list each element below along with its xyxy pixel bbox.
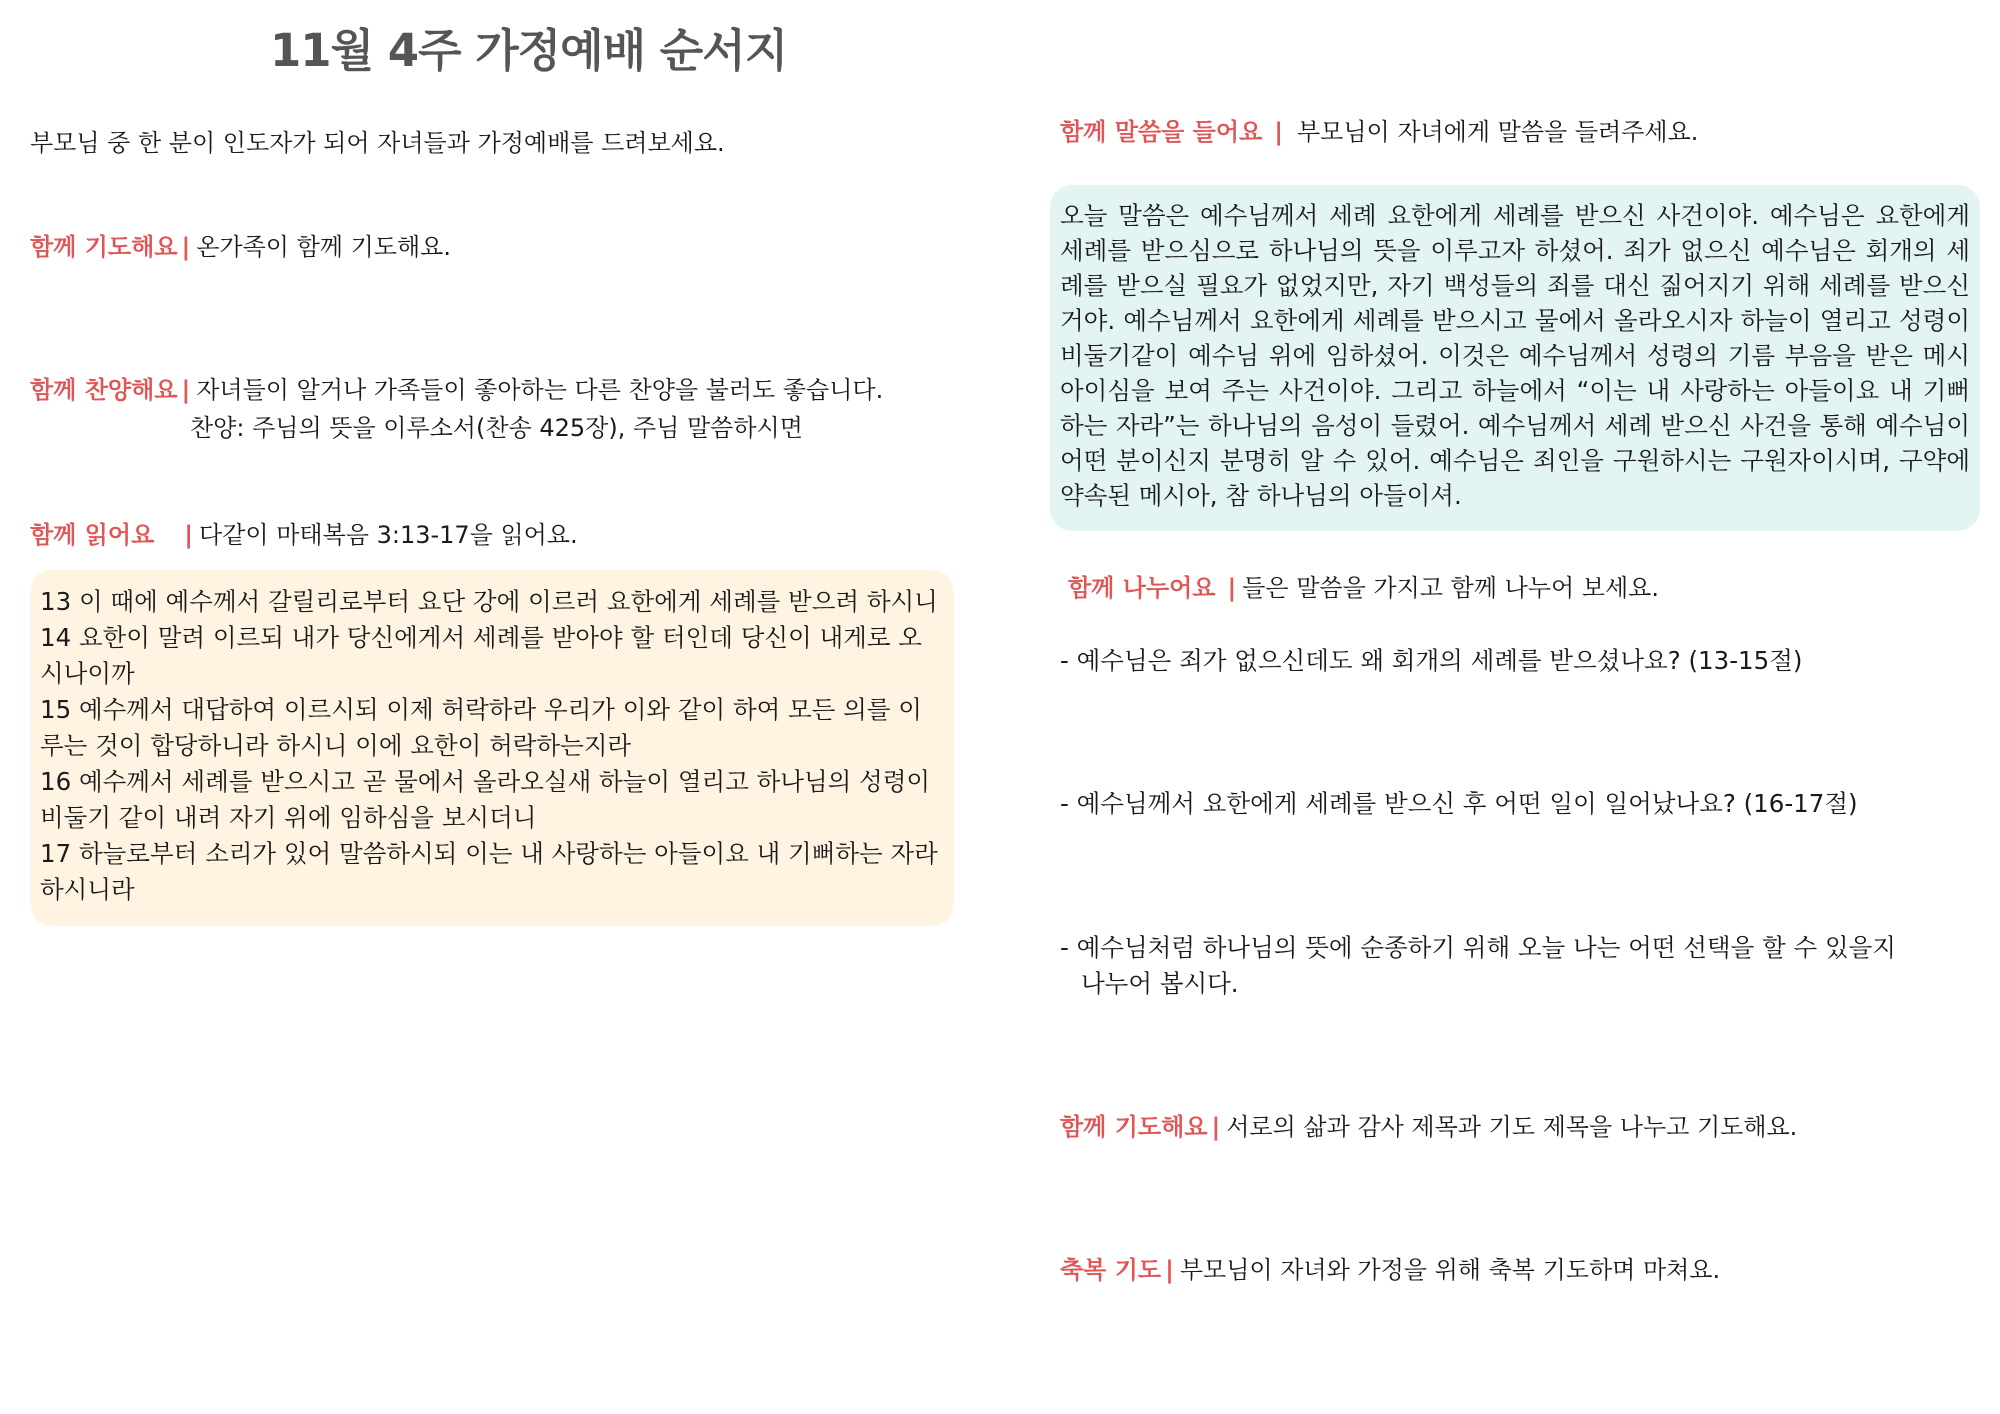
- section-pray-together-2: [1060, 1109, 1797, 1145]
- section-text: 들은 말씀을 가지고 함께 나누어 보세요.: [1242, 574, 1659, 602]
- scripture-verse: 17 하늘로부터 소리가 있어 말씀하시되 이는 내 사랑하는 아들이요 내 기뻐하는 자라 하시니라: [40, 839, 938, 904]
- section-pray-together: [30, 229, 451, 265]
- separator: |: [181, 376, 191, 404]
- discussion-question: - 예수님은 죄가 없으신데도 왜 회개의 세례를 받으셨나요? (13-15절): [1060, 646, 1803, 675]
- section-listen-together: [1060, 114, 1698, 150]
- section-praise-together: [30, 372, 883, 408]
- intro-text: 부모님 중 한 분이 인도자가 되어 자녀들과 가정예배를 드려보세요.: [30, 129, 725, 157]
- sermon-box: [1050, 185, 1980, 531]
- section-text: 부모님이 자녀에게 말씀을 들려주세요.: [1296, 118, 1699, 146]
- discussion-question-continued: 나누어 봅시다.: [1081, 969, 1239, 998]
- scripture-verse: 16 예수께서 세례를 받으시고 곧 물에서 올라오실새 하늘이 열리고 하나님의 성령이 비둘기 같이 내려 자기 위에 임하심을 보시더니: [40, 767, 931, 832]
- scripture-verse: 14 요한이 말려 이르되 내가 당신에게서 세례를 받아야 할 터인데 당신이 내게로 오시나이까: [40, 623, 922, 688]
- section-heading: 함께 기도해요: [1060, 1113, 1208, 1141]
- section-heading: 함께 말씀을 들어요: [1060, 118, 1263, 146]
- section-share-together: [1068, 570, 1659, 606]
- sermon-text: 오늘 말씀은 예수님께서 세례 요한에게 세례를 받으신 사건이야. 예수님은 요한에게 세례를 받으심으로 하나님의 뜻을 이루고자 하셨어. 죄가 없으신 예수님은 회개의 세례를 받으실 필요가 없었지만, 자기 백성들의 죄를 대신 짊어지기 위해 세례를 받으신 거야. 예수님께서 요한에게 세례를 받으시고 물에서 올라오시자 하늘이 열리고 성령이 비둘기같이 예수님 위에 임하셨어. 이것은 예수님께서 성령의 기름 부음을 받은 메시아이심을 보여 주는 사건이야. 그리고 하늘에서 “이는 내 사랑하는 아들이요 내 기뻐하는 자라”는 하나님의 음성이 들렸어. 예수님께서 세례 받으신 사건을 통해 예수님이 어떤 분이신지 분명히 알 수 있어. 예수님은 죄인을 구원하시는 구원자이시며, 구약에 약속된 메시아, 참 하나님의 아들이셔.: [1060, 201, 1970, 510]
- separator: |: [184, 521, 194, 549]
- page-title: 11월 4주 가정예배 순서지: [270, 24, 788, 77]
- separator: |: [181, 233, 191, 261]
- section-text: 부모님이 자녀와 가정을 위해 축복 기도하며 마쳐요.: [1179, 1256, 1721, 1284]
- separator: |: [1165, 1256, 1174, 1284]
- section-text: 온가족이 함께 기도해요.: [196, 233, 451, 261]
- section-heading: 함께 나누어요: [1068, 574, 1216, 602]
- separator: |: [1274, 118, 1283, 146]
- discussion-question: - 예수님께서 요한에게 세례를 받으신 후 어떤 일이 일어났나요? (16-17절): [1060, 789, 1858, 818]
- separator: |: [1227, 574, 1237, 602]
- section-blessing-prayer: [1060, 1252, 1720, 1288]
- section-heading: 축복 기도: [1060, 1256, 1162, 1284]
- scripture-verse: 13 이 때에 예수께서 갈릴리로부터 요단 강에 이르러 요한에게 세례를 받으려 하시니: [40, 587, 938, 616]
- section-heading: 함께 읽어요: [30, 521, 155, 549]
- discussion-question: - 예수님처럼 하나님의 뜻에 순종하기 위해 오늘 나는 어떤 선택을 할 수 있을지: [1060, 933, 1896, 962]
- praise-songs: 찬양: 주님의 뜻을 이루소서(찬송 425장), 주님 말씀하시면: [190, 414, 803, 442]
- section-text: 자녀들이 알거나 가족들이 좋아하는 다른 찬양을 불러도 좋습니다.: [196, 376, 884, 404]
- section-text: 서로의 삶과 감사 제목과 기도 제목을 나누고 기도해요.: [1226, 1113, 1798, 1141]
- scripture-verse: 15 예수께서 대답하여 이르시되 이제 허락하라 우리가 이와 같이 하여 모든 의를 이루는 것이 합당하니라 하시니 이에 요한이 허락하는지라: [40, 695, 922, 760]
- separator: |: [1211, 1113, 1221, 1141]
- section-heading: 함께 기도해요: [30, 233, 178, 261]
- section-text: 다같이 마태복음 3:13-17을 읽어요.: [199, 521, 578, 549]
- section-read-together: [30, 517, 578, 553]
- scripture-box: [30, 570, 954, 926]
- section-heading: 함께 찬양해요: [30, 376, 178, 404]
